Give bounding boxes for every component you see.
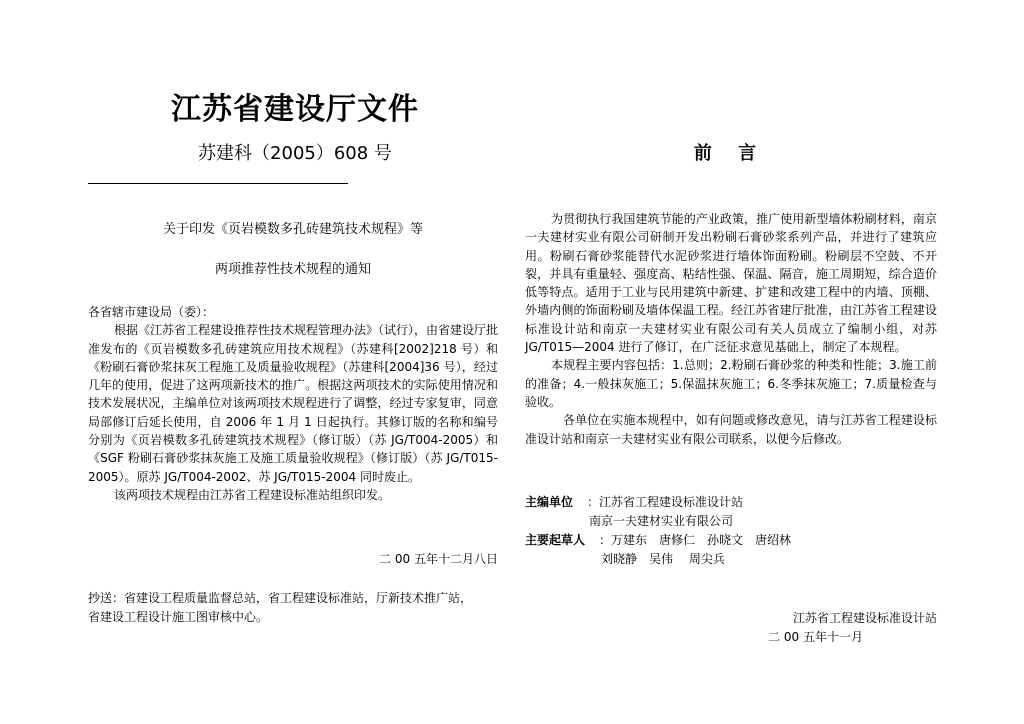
cc-line-1: 抄送：省建设工程质量监督总站，省工程建设标准站，厅新技术推广站， [88,591,473,605]
drafters-names-1: ：万建东 唐修仁 孙晓文 唐绍林 [599,533,792,547]
preface-paragraph-2: 本规程主要内容包括：1.总则；2.粉刷石膏砂浆的种类和性能；3.施工前的准备；4.一般抹灰施工；5.保温抹灰施工；6.冬季抹灰施工；7.质量检查与验收。 [525,358,937,409]
notice-date: 二 00 五年十二月八日 [379,552,498,566]
document-title: 江苏省建设厅文件 [171,92,419,127]
notice-body [88,303,498,504]
preface-paragraph-1: 为贯彻执行我国建筑节能的产业政策，推广使用新型墙体粉刷材料，南京一夫建材实业有限公司研制开发出粉刷石膏砂浆系列产品，并进行了建筑应用。粉刷石膏砂浆能替代水泥砂浆进行墙体饰面粉刷。粉刷层不空鼓、不开裂，并具有重量轻、强度高、粘结性强、保温、隔音，施工周期短，综合造价低等特点。适用于工业与民用建筑中新建、扩建和改建工程中的内墙、顶棚、外墙内侧的饰面粉刷及墙体保温工程。经江苏省建厅批准，由江苏省工程建设标准设计站和南京一夫建材实业有限公司有关人员成立了编制小组，对苏 JG/T015—2004 进行了修订，在广泛征求意见基础上，制定了本规程。 [525,212,937,355]
preface-body [525,210,937,448]
notice-title-line1: 关于印发《页岩模数多孔砖建筑技术规程》等 [162,222,423,237]
notice-title-line2: 两项推荐性技术规程的通知 [214,262,371,277]
signature-organization: 江苏省工程建设标准设计站 [792,611,937,625]
document-number: 苏建科（2005）608 号 [198,143,392,164]
editor-name-2: 南京一夫建材实业有限公司 [589,514,734,528]
cc-list [88,589,508,627]
editor-row [525,493,945,512]
salutation: 各省辖市建设局（委）： [88,305,215,319]
header-divider [88,183,348,184]
notice-paragraph-2: 该两项技术规程由江苏省工程建设标准站组织印发。 [114,487,391,502]
signature-date: 二 00 五年十一月 [768,630,863,644]
credits [525,493,945,569]
editor-name-1: ：江苏省工程建设标准设计站 [587,495,744,509]
drafters-row [525,531,945,550]
preface-title: 前 言 [693,143,767,164]
notice-paragraph-1: 根据《江苏省工程建设推荐性技术规程管理办法》（试行），由省建设厅批准发布的《页岩模数多孔砖建筑应用技术规程》（苏建科[2002]218 号）和《粉刷石膏砂浆抹灰工程施工及质量验收规程》（苏建科[2004]36 号），经过几年的使用，促进了这两项新技术的推广。根据这两项技术的实际使用情况和技术发展状况，主编单位对该两项技术规程进行了调整，经过专家复审，同意局部修订后延长使用，自 2006 年 1 月 1 日起执行。其修订版的名称和编号分别为《页岩模数多孔砖建筑技术规程》（修订版）（苏 JG/T004-2005）和《SGF 粉刷石膏砂浆抹灰施工及施工质量验收规程》（修订版）（苏 JG/T015-2005）。原苏 JG/T004-2002、苏 JG/T015-2004 同时废止。 [88,323,499,484]
cc-line-2: 省建设工程设计施工图审核中心。 [88,610,269,624]
drafters-names-2: 刘晓静 吴伟 周尖兵 [601,552,725,566]
drafters-label: 主要起草人 [525,533,586,547]
preface-paragraph-3: 各单位在实施本规程中，如有问题或修改意见，请与江苏省工程建设标准设计站和南京一夫建材实业有限公司联系，以便今后修改。 [525,413,937,446]
editor-label: 主编单位 [525,495,574,509]
